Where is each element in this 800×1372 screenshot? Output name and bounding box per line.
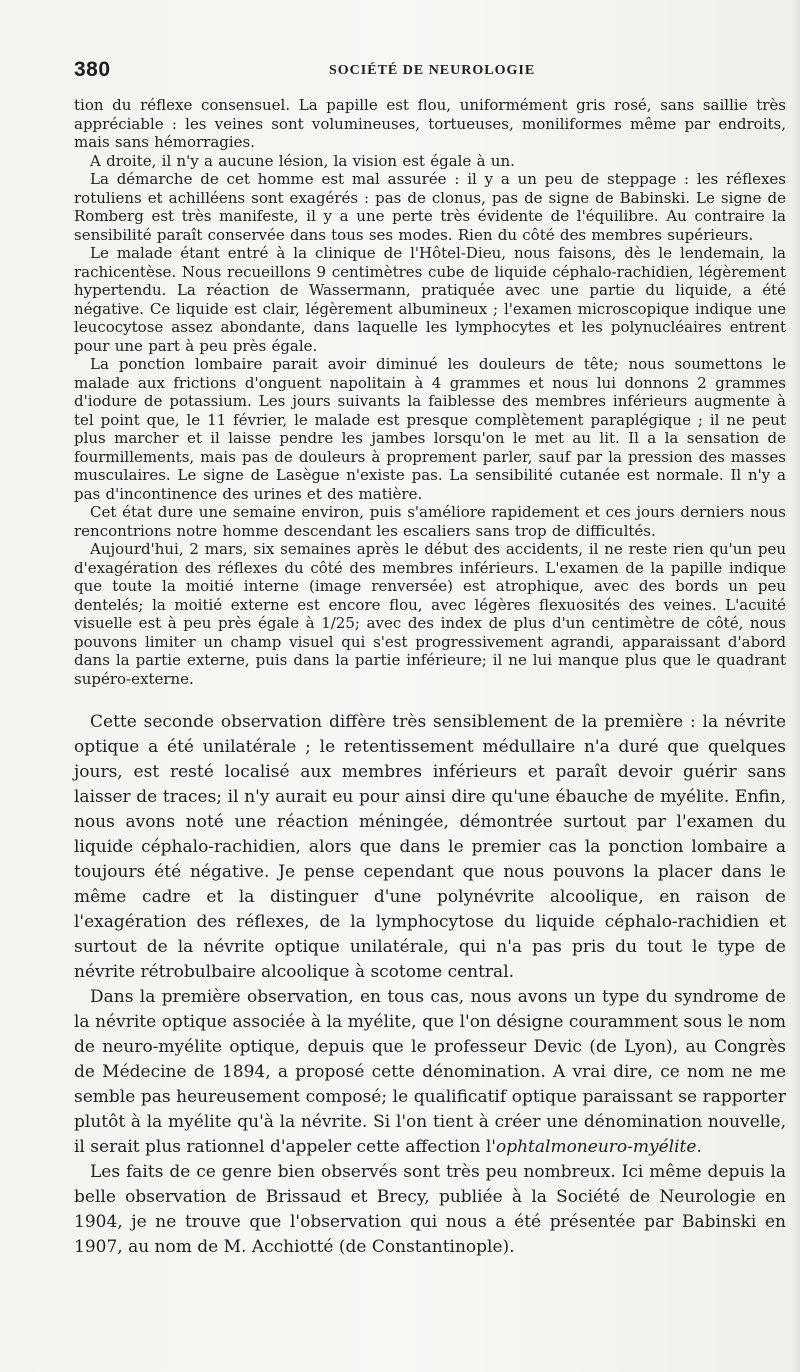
paragraph: Les faits de ce genre bien observés sont très peu nombreux. Ici même depuis la belle observation de Brissaud et Brecy, publiée à la Société de Neurologie en 1904, je ne trouve que l'observation qui nous a été présentée par Babinski en 1907, au nom de M. Acchiotté (de Constantinople). [74, 1162, 786, 1257]
paragraph: Cette seconde observation diffère très sensiblement de la première : la névrite optique a été unilatérale ; le retentissement médullaire n'a duré que quelques jours, est resté localisé aux membres inférieurs et paraît devoir guérir sans laisser de traces; il n'y aurait eu pour ainsi dire qu'une ébauche de myélite. Enfin, nous avons noté une réaction méningée, démontrée surtout par l'examen du liquide céphalo-rachidien, alors que dans le premier cas la ponction lombaire a toujours été négative. Je pense cependant que nous pouvons la placer dans le même cadre et la distinguer d'une polynévrite alcoolique, en raison de l'exagération des réflexes, de la lymphocytose du liquide céphalo-rachidien et surtout de la névrite optique unilatérale, qui n'a pas pris du tout le type de névrite rétrobulbaire alcoolique à scotome central. [74, 712, 786, 982]
page-header [74, 58, 786, 84]
running-head: SOCIÉTÉ DE NEUROLOGIE [329, 63, 536, 78]
paragraph: A droite, il n'y a aucune lésion, la vision est égale à un. [90, 151, 515, 170]
paragraph [74, 985, 786, 1160]
paragraph: La ponction lombaire parait avoir diminué les douleurs de tête; nous soumettons le malade aux frictions d'onguent napolitain à 4 grammes et nous lui donnons 2 grammes d'iodure de potassium. Les jours suivants la faiblesse des membres inférieurs augmente à tel point que, le 11 février, le malade est presque complètement paraplégique ; il ne peut plus marcher et il laisse pendre les jambes lorsqu'on le met au lit. Il a la sensation de fourmillements, mais pas de douleurs à proprement parler, sauf par la pression des masses musculaires. Le signe de Lasègue n'existe pas. La sensibilité cutanée est normale. Il n'y a pas d'incontinence des urines et des matière. [74, 355, 786, 503]
page-number: 380 [74, 58, 111, 81]
discussion-section [74, 710, 786, 1260]
paragraph: Aujourd'hui, 2 mars, six semaines après le début des accidents, il ne reste rien qu'un peu d'exagération des réflexes du côté des membres inférieurs. L'examen de la papille indique que toute la moitié interne (image renversée) est atrophique, avec des bords un peu dentelés; la moitié externe est encore flou, avec légères flexuosités des veines. L'acuité visuelle est à peu près égale à 1/25; avec des index de plus d'un centimètre de côté, nous pouvons limiter un champ visuel qui s'est progressivement agrandi, apparaissant d'abord dans la partie externe, puis dans la partie inférieure; il ne lui manque plus que le quadrant supéro-externe. [74, 540, 786, 688]
paragraph: Cet état dure une semaine environ, puis s'améliore rapidement et ces jours derniers nous rencontrions notre homme descendant les escaliers sans trop de difficultés. [74, 503, 786, 540]
paragraph-end: . [696, 1137, 702, 1157]
case-report-section [74, 96, 786, 688]
page-body [74, 96, 786, 1260]
paragraph-text: Dans la première observation, en tous cas, nous avons un type du syndrome de la névrite optique associée à la myélite, que l'on désigne couramment sous le nom de neuro-myélite optique, depuis que le professeur Devic (de Lyon), au Congrès de Médecine de 1894, a proposé cette dénomination. A vrai dire, ce nom ne me semble pas heureusement composé; le qualificatif optique paraissant se rapporter plutôt à la myélite qu'à la névrite. Si l'on tient à créer une dénomination nouvelle, il serait plus rationnel d'appeler cette affection l' [74, 987, 786, 1157]
page-edge-shadow [792, 0, 800, 1372]
italic-term: ophtalmoneuro-myélite [495, 1137, 697, 1157]
paragraph: tion du réflexe consensuel. La papille est flou, uniformément gris rosé, sans saillie très appréciable : les veines sont volumineuses, tortueuses, moniliformes même par endroits, mais sans hémorragies. [74, 96, 786, 151]
paragraph: Le malade étant entré à la clinique de l'Hôtel-Dieu, nous faisons, dès le lendemain, la rachicentèse. Nous recueillons 9 centimètres cube de liquide céphalo-rachidien, légèrement hypertendu. La réaction de Wassermann, pratiquée avec une partie du liquide, a été négative. Ce liquide est clair, légèrement albumineux ; l'examen microscopique indique une leucocytose assez abondante, dans laquelle les lymphocytes et les polynucléaires entrent pour une part à peu près égale. [74, 244, 786, 355]
paragraph: La démarche de cet homme est mal assurée : il y a un peu de steppage : les réflexes rotuliens et achilléens sont exagérés : pas de clonus, pas de signe de Babinski. Le signe de Romberg est très manifeste, il y a une perte très évidente de l'équilibre. Au contraire la sensibilité paraît conservée dans tous ses modes. Rien du côté des membres supérieurs. [74, 170, 786, 244]
